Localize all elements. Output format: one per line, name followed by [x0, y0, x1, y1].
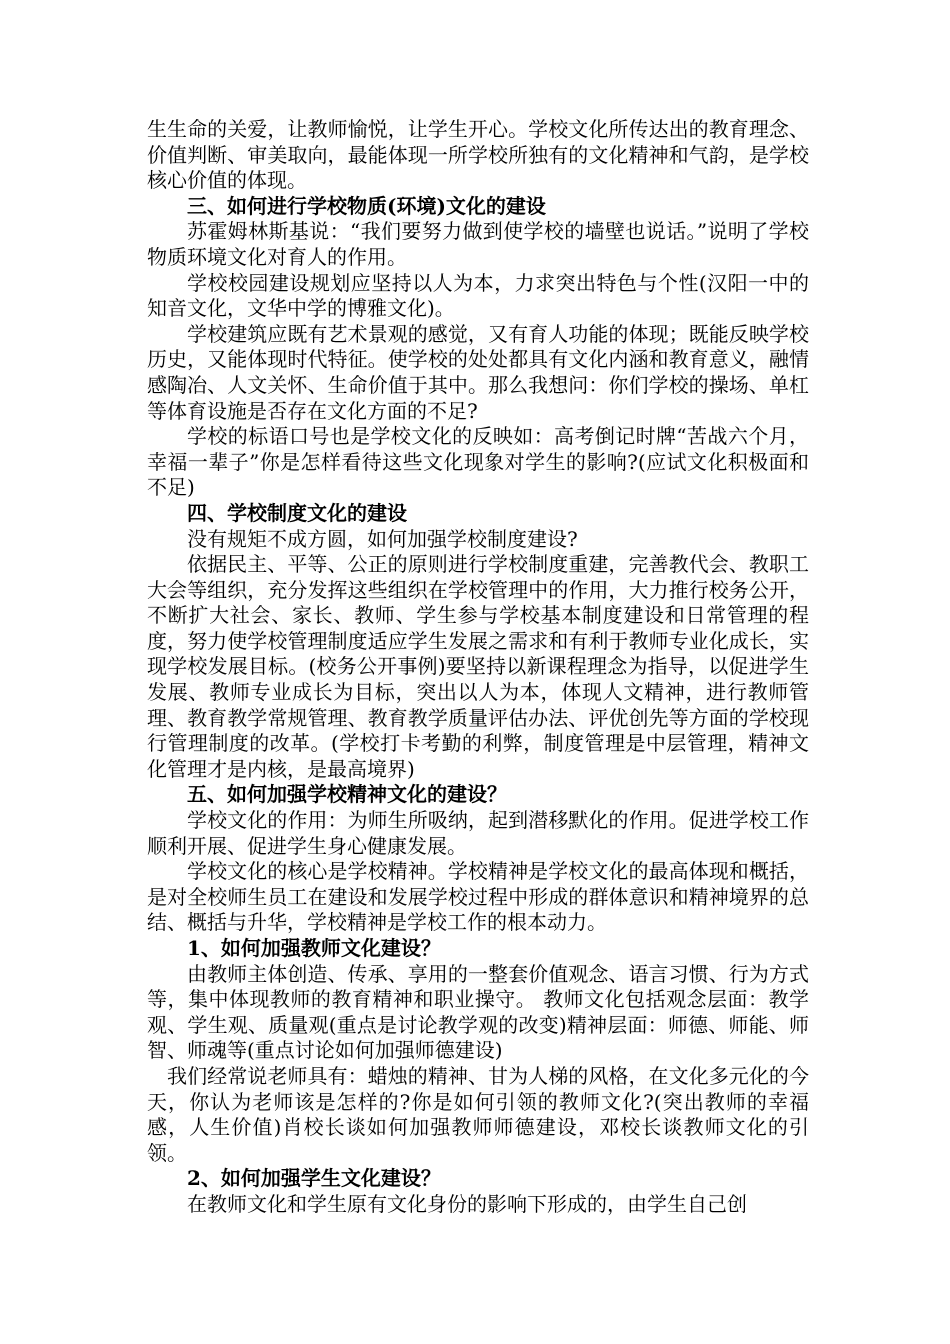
section-heading-5: 五、如何加强学校精神文化的建设？: [187, 782, 507, 807]
paragraph-quote: 苏霍姆林斯基说：“我们要努力做到使学校的墙壁也说话。”说明了学校物质环境文化对育人的作用。: [147, 219, 809, 269]
section-heading-3: 三、如何进行学校物质(环境)文化的建设: [187, 193, 546, 218]
paragraph-slogans: 学校的标语口号也是学校文化的反映如：高考倒记时牌“苦战六个月，幸福一辈子”你是怎样看待这些文化现象对学生的影响?(应试文化积极面和不足): [147, 424, 809, 500]
subsection-heading-2: 2、如何加强学生文化建设？: [187, 1166, 441, 1191]
paragraph-culture-role: 学校文化的作用：为师生所吸纳，起到潜移默化的作用。促进学校工作顺利开展、促进学生身心健康发展。: [147, 808, 809, 858]
paragraph-system-rebuild: 依据民主、平等、公正的原则进行学校制度重建，完善教代会、教职工大会等组织，充分发挥这些组织在学校管理中的作用，大力推行校务公开，不断扩大社会、家长、教师、学生参与学校基本制度建设和日常管理的程度，努力使学校管理制度适应学生发展之需求和有利于教师专业化成长，实现学校发展目标。(校务公开事例)要坚持以新课程理念为指导，以促进学生发展、教师专业成长为目标，突出以人为本，体现人文精神，进行教师管理、教育教学常规管理、教育教学质量评估办法、评优创先等方面的学校现行管理制度的改革。(学校打卡考勤的利弊，制度管理是中层管理，精神文化管理才是内核，是最高境界): [147, 552, 809, 781]
paragraph-rules: 没有规矩不成方圆，如何加强学校制度建设?: [187, 526, 578, 551]
paragraph-teacher-spirit: 我们经常说老师具有：蜡烛的精神、甘为人梯的风格，在文化多元化的今天，你认为老师该是怎样的?你是如何引领的教师文化?(突出教师的幸福感，人生价值)肖校长谈如何加强教师师德建设，邓校长谈教师文化的引领。: [147, 1063, 809, 1165]
document-page: [147, 117, 809, 1218]
paragraph-campus-planning: 学校校园建设规划应坚持以人为本，力求突出特色与个性(汉阳一中的知音文化，文华中学的博雅文化)。: [147, 270, 809, 321]
paragraph-intro-continuation: 生生命的关爱，让教师愉悦，让学生开心。学校文化所传达出的教育理念、价值判断、审美取向，最能体现一所学校所独有的文化精神和气韵，是学校核心价值的体现。: [147, 117, 809, 193]
paragraph-school-spirit: 学校文化的核心是学校精神。学校精神是学校文化的最高体现和概括，是对全校师生员工在建设和发展学校过程中形成的群体意识和精神境界的总结、概括与升华，学校精神是学校工作的根本动力。: [147, 859, 809, 935]
section-heading-4: 四、学校制度文化的建设: [187, 500, 407, 525]
paragraph-architecture: 学校建筑应既有艺术景观的感觉，又有育人功能的体现；既能反映学校历史，又能体现时代特征。使学校的处处都具有文化内涵和教育意义，融情感陶冶、人文关怀、生命价值于其中。那么我想问：你们学校的操场、单杠等体育设施是否存在文化方面的不足?: [147, 321, 809, 423]
paragraph-teacher-culture: 由教师主体创造、传承、享用的一整套价值观念、语言习惯、行为方式等，集中体现教师的教育精神和职业操守。 教师文化包括观念层面：教学观、学生观、质量观(重点是讨论教学观的改变)精神层面：师德、师能、师智、师魂等(重点讨论如何加强师德建设): [147, 961, 809, 1063]
subsection-heading-1: 1、如何加强教师文化建设？: [187, 936, 441, 960]
paragraph-student-culture: 在教师文化和学生原有文化身份的影响下形成的，由学生自己创: [187, 1191, 747, 1216]
